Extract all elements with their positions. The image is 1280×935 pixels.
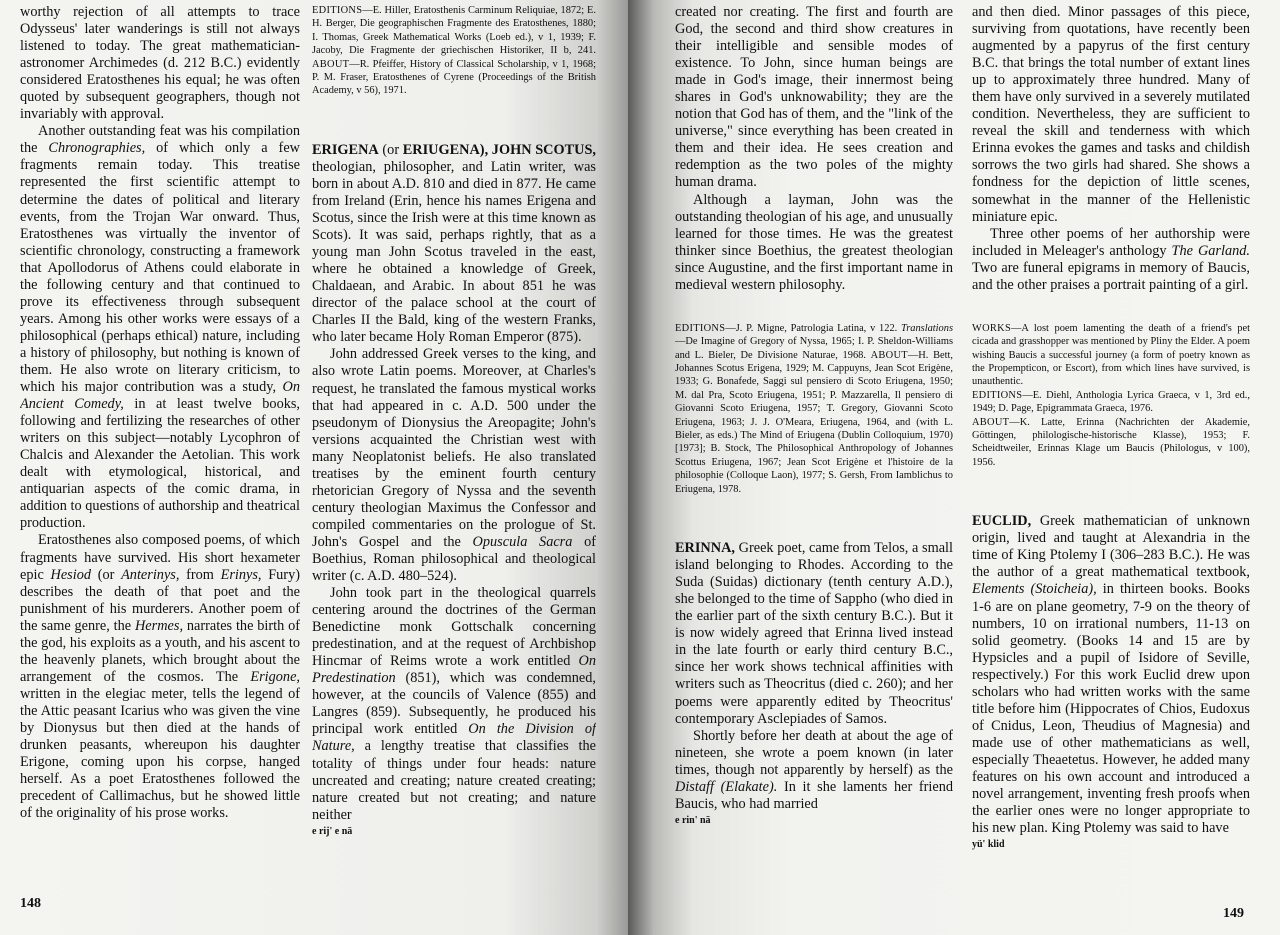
paragraph: worthy rejection of all attempts to trace Odysseus' later wanderings is still not always listened to today. The great mathematician-astronomer Archimedes (d. 212 B.C.) evidently considered Eratosthenes his equal; he was often quoted by subsequent geographers, though not invariably with approval. — [20, 4, 300, 123]
entry-euclid: EUCLID, Greek mathematician of unknown origin, lived and taught at Alexandria in the time of King Ptolemy I (306–283 B.C.). He was the author of a great mathematical textbook, Elements (Stoicheia), in thirteen books. Books 1-6 are on plane geometry, 7-9 on the theory of numbers, 10 on irrational numbers, 11-13 on solid geometry. (Books 14 and 15 are by Hypsicles and a pupil of Isidore of Seville, respectively.) For this work Euclid drew upon scholars who had written works with the same title before him (Hippocrates of Chios, Eudoxus of Cnidus, Leon, Theudius of Magnesia) and made use of other mathematicians as well, especially Theaetetus. However, he added many features on his own account and introduced a novel arrangement, inventing fresh proofs when the earlier ones were no longer appropriate to his new plan. King Ptolemy was said to have — [972, 513, 1250, 837]
paragraph: Shortly before her death at about the age of nineteen, she wrote a poem known (in later times, though not apparently by herself) as the Distaff (Elakate). In it she laments her friend Baucis, who had married — [675, 727, 953, 812]
page-number: 149 — [1223, 906, 1244, 921]
left-page — [0, 0, 628, 935]
left-column-1 — [20, 4, 300, 822]
right-page — [628, 0, 1280, 935]
paragraph: Three other poems of her authorship were included in Meleager's anthology The Garland. Two are funeral epigrams in memory of Baucis, and the other praises a portrait painting of a girl. — [972, 225, 1250, 293]
paragraph: John addressed Greek verses to the king, and also wrote Latin poems. Moreover, at Charles's request, he translated the famous mystical works that had appeared in c. A.D. 500 under the pseudonym of Dionysius the Areopagite; John's versions acquainted the Christian west with many Neoplatonist beliefs. He also translated treatises by the eminent fourth century rhetorician Gregory of Nyssa and the seventh century theologian Maximus the Confessor and compiled commentaries on the prologue of St. John's Gospel and the Opuscula Sacra of Boethius, Roman philosophical and theological writer (c. A.D. 480–524). — [312, 346, 596, 585]
paragraph: Another outstanding feat was his compilation the Chronographies, of which only a few fragments remain today. This treatise represented the first scientific attempt to determine the dates of political and literary events, from the Trojan War onward. Thus, Eratosthenes was virtually the inventor of scientific chronology, constructing a framework that Apollodorus of Athens could elaborate in the following century and that continued to prove its effectiveness through subsequent years. Among his other works were essays of a philosophical (perhaps ethical) nature, including a history of philosophy, but nothing is known of them. He also wrote on literary criticism, to which his major contribution was a study, On Ancient Comedy, in at least twelve books, following and fertilizing the researches of other writers on this subject—notably Lycophron of Chalcis and Alexander the Aetolian. This work dealt with etymological, historical, and antiquarian aspects of the comic drama, in addition to questions of authorship and theatrical production. — [20, 123, 300, 532]
right-column-2 — [972, 4, 1250, 850]
paragraph: created nor creating. The first and fourth are God, the second and third show creatures in their intelligible and sensible modes of existence. To John, since human beings are made in God's image, their innermost being shares in God's unknowability; they are the notion that God has of them, and the "link of the universe," since everything has been created in them and their idea. He sees creation and redemption as the two poles of the mighty human drama. — [675, 4, 953, 191]
paragraph: Although a layman, John was the outstanding theologian of his age, and unusually learned for those times. He was the greatest thinker since Boethius, the greatest theologian since Augustine, and the first important name in medieval western philosophy. — [675, 191, 953, 293]
entry-erigena: ERIGENA (or ERIUGENA), JOHN SCOTUS, theologian, philosopher, and Latin writer, was born in about A.D. 810 and died in 877. He came from Ireland (Erin, hence his names Erigena and Scotus, since the Irish were at this time known as Scots). It was said, perhaps rightly, that as a young man John Scotus traveled in the east, where he obtained a knowledge of Greek, Chaldaean, and Arabic. In about 851 he was director of the palace school at the court of Charles II the Bald, king of the western Franks, who later became Holy Roman Emperor (875). — [312, 141, 596, 346]
paragraph: Eratosthenes also composed poems, of which fragments have survived. His short hexameter epic Hesiod (or Anterinys, from Erinys, Fury) describes the death of that poet and the punishment of his murderers. Another poem of the same genre, the Hermes, narrates the birth of the god, his exploits as a youth, and his ascent to the heavenly planets, which brought about the arrangement of the cosmos. The Erigone, written in the elegiac meter, tells the legend of the Attic peasant Icarius who was given the vine by Dionysus but then died at the hands of drunken peasants, whereupon his daughter Erigone, coming upon his corpse, hanged herself. As a poet Eratosthenes followed the precedent of Callimachus, but he showed little of the originality of his prose works. — [20, 532, 300, 822]
pronunciation: e rin' nā — [675, 814, 711, 826]
pronunciation: yü' klid — [972, 839, 1005, 851]
paragraph: John took part in the theological quarrels centering around the doctrines of the German Benedictine monk Gottschalk concerning predestination, and at the request of Archbishop Hincmar of Reims wrote a work entitled On Predestination (851), which was condemned, however, at the councils of Valence (855) and Langres (859). Subsequently, he produced his principal work entitled On the Division of Nature, a lengthy treatise that classifies the totality of things under four heads: nature uncreated and creating; nature created creating; nature created but not creating; and nature neither — [312, 585, 596, 823]
bibliography: WORKS—A lost poem lamenting the death of a friend's pet cicada and grasshopper was mentioned by Pliny the Elder. A poem wishing Baucis a successful journey (a form of poetry known as the Propempticon, or Escort), from which lines have survived, is unauthentic. EDITIONS—E. Diehl, Anthologia Lyrica Graeca, v 1, 3rd ed., 1949; D. Page, Epigrammata Graeca, 1976. ABOUT—K. Latte, Erinna (Nachrichten der Akademie, Göttingen, philologische-historische Klasse), 1953; F. Scheidtweiler, Erinnas Klage um Baucis (Philologus, v 100), 1956. — [972, 322, 1250, 468]
left-column-2 — [312, 4, 596, 837]
right-column-1 — [675, 4, 953, 826]
bibliography: EDITIONS—J. P. Migne, Patrologia Latina, v 122. Translations—De Imagine of Gregory of Nyssa, 1965; I. P. Sheldon-Williams and L. Bieler, De Divisione Naturae, 1968. ABOUT—H. Bett, Johannes Scotus Erigena, 1929; M. Cappuyns, Jean Scot Erigène, 1933; G. Bonafede, Saggi sul pensiero di Scoto Eriugena, 1950; M. dal Pra, Scoto Eriugena, 1951; P. Mazzarella, Il pensiero di Giovanni Scoto Eriugena, 1957; T. Gregory, Giovanni Scoto Eriugena, 1963; J. J. O'Meara, Eriugena, 1964, and (with L. Bieler, as eds.) The Mind of Eriugena (Dublin Colloquium, 1970) [1973]; B. Stock, The Philosophical Anthropology of Johannes Scottus Eriugena, 1967; Jean Scot Erigène et l'histoire de la philosophie (Colloque Laon), 1977; S. Gersh, From Iamblichus to Eriugena, 1978. — [675, 322, 953, 495]
bibliography: EDITIONS—E. Hiller, Eratosthenis Carminum Reliquiae, 1872; E. H. Berger, Die geographischen Fragmente des Eratosthenes, 1880; I. Thomas, Greek Mathematical Works (Loeb ed.), v 1, 1939; F. Jacoby, Die Fragmente der griechischen Historiker, II b, 241. ABOUT—R. Pfeiffer, History of Classical Scholarship, v 1, 1968; P. M. Fraser, Eratosthenes of Cyrene (Proceedings of the British Academy, v 56), 1971. — [312, 5, 596, 97]
pronunciation: e rij' e nā — [312, 825, 353, 837]
page-number: 148 — [20, 896, 41, 911]
entry-erinna: ERINNA, Greek poet, came from Telos, a small island belonging to Rhodes. According to the Suda (Suidas) dictionary (tenth century A.D.), she belonged to the time of Sappho (who died in the earlier part of the sixth century B.C.). But it is now widely agreed that Erinna lived instead in the late fourth or early third century B.C., since her work shows technical affinities with writers such as Theocritus (died c. 260); and her poems were apparently edited by Theocritus' contemporary Asclepiades of Samos. — [675, 540, 953, 727]
paragraph: and then died. Minor passages of this piece, surviving from quotations, have recently been augmented by a papyrus of the first century B.C. that brings the total number of extant lines up to approximately three hundred. Many of them have only survived in a severely mutilated condition. Nevertheless, they are sufficient to reveal the skill and tenderness with which Erinna evokes the games and tasks and childish sorrows the two girls had shared. She shows a fondness for the depiction of little scenes, somewhat in the manner of the Hellenistic miniature epic. — [972, 4, 1250, 225]
